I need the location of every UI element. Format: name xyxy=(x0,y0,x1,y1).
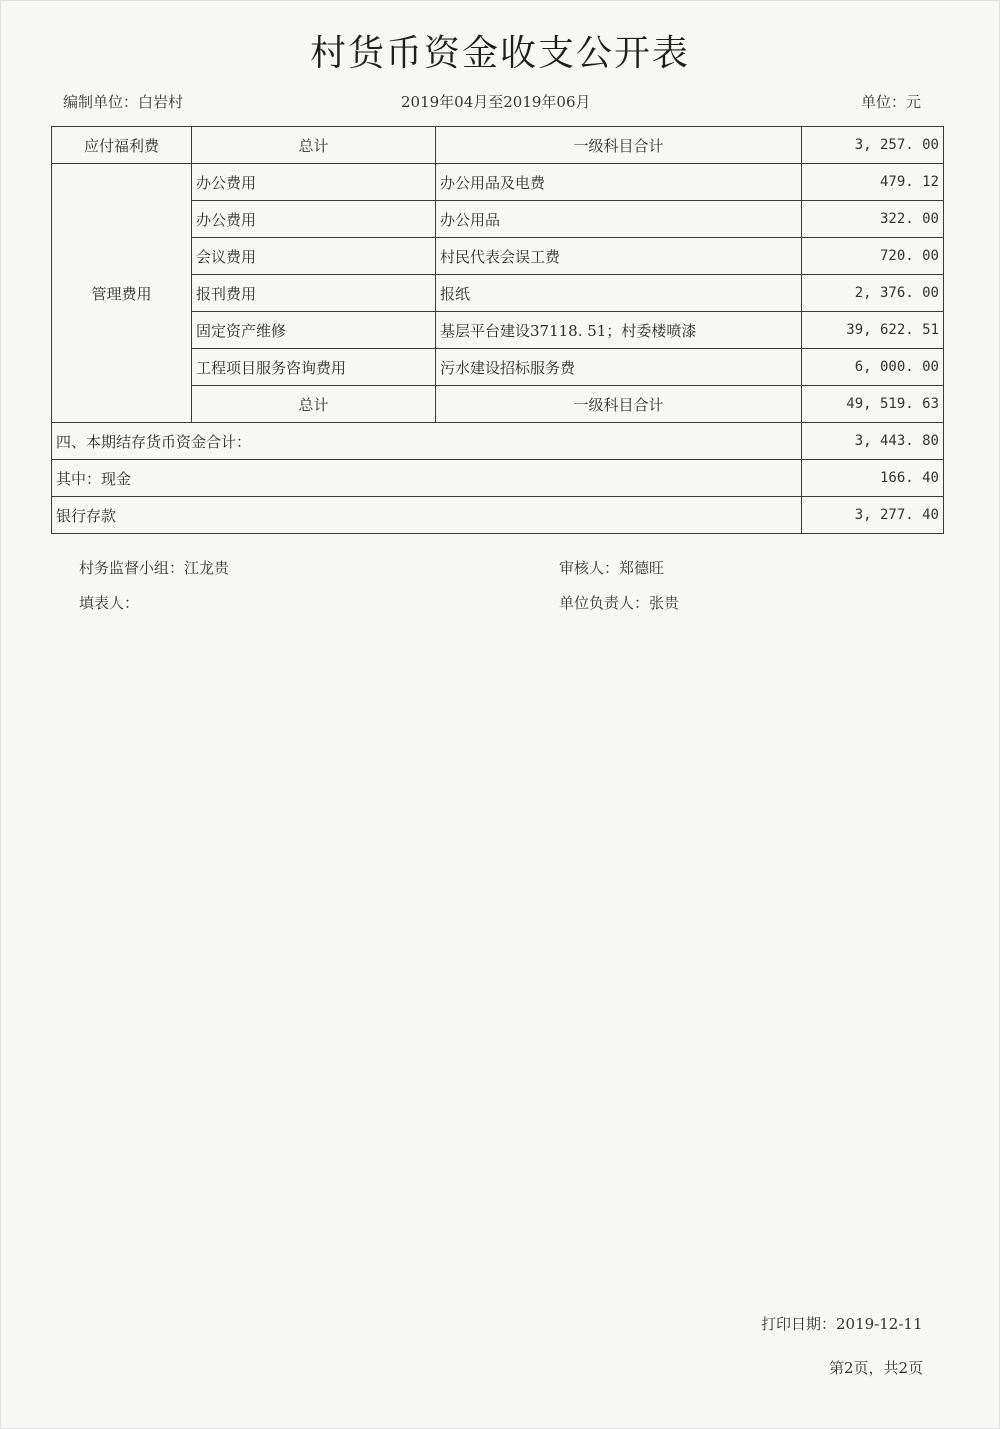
table-row xyxy=(52,164,944,201)
detail-cell: 报纸 xyxy=(436,275,802,312)
management-subject-cell: 一级科目合计 xyxy=(436,386,802,423)
management-total-cell: 总计 xyxy=(192,386,436,423)
welfare-total-cell: 总计 xyxy=(192,127,436,164)
page-number: 第2页，共2页 xyxy=(829,1359,924,1377)
print-date: 打印日期：2019-12-11 xyxy=(761,1315,923,1333)
preparer-signature: 填表人： xyxy=(79,594,140,612)
detail-cell: 办公用品 xyxy=(436,201,802,238)
management-label-cell: 管理费用 xyxy=(52,164,192,423)
org-label: 编制单位：白岩村 xyxy=(63,93,184,111)
category-cell: 办公费用 xyxy=(192,164,436,201)
welfare-subject-cell: 一级科目合计 xyxy=(436,127,802,164)
balance-amount-cell: 3, 443. 80 xyxy=(802,423,944,460)
unit-label: 单位：元 xyxy=(861,93,922,111)
category-cell: 会议费用 xyxy=(192,238,436,275)
amount-cell: 39, 622. 51 xyxy=(802,312,944,349)
cash-label-cell: 其中：现金 xyxy=(52,460,802,497)
table-row-cash xyxy=(52,460,944,497)
bank-amount-cell: 3, 277. 40 xyxy=(802,497,944,534)
cash-amount-cell: 166. 40 xyxy=(802,460,944,497)
category-cell: 固定资产维修 xyxy=(192,312,436,349)
period-label: 2019年04月至2019年06月 xyxy=(401,93,591,111)
welfare-item-cell: 应付福利费 xyxy=(52,127,192,164)
reviewer-signature: 审核人：郑德旺 xyxy=(559,559,665,577)
welfare-amount-cell: 3, 257. 00 xyxy=(802,127,944,164)
bank-label-cell: 银行存款 xyxy=(52,497,802,534)
balance-label-cell: 四、本期结存货币资金合计： xyxy=(52,423,802,460)
category-cell: 报刊费用 xyxy=(192,275,436,312)
detail-cell: 基层平台建设37118. 51；村委楼喷漆 xyxy=(436,312,802,349)
table-row-balance xyxy=(52,423,944,460)
amount-cell: 2, 376. 00 xyxy=(802,275,944,312)
amount-cell: 479. 12 xyxy=(802,164,944,201)
management-total-amount-cell: 49, 519. 63 xyxy=(802,386,944,423)
amount-cell: 720. 00 xyxy=(802,238,944,275)
category-cell: 工程项目服务咨询费用 xyxy=(192,349,436,386)
table-row-bank xyxy=(52,497,944,534)
detail-cell: 村民代表会误工费 xyxy=(436,238,802,275)
head-signature: 单位负责人：张贵 xyxy=(559,594,680,612)
amount-cell: 322. 00 xyxy=(802,201,944,238)
detail-cell: 办公用品及电费 xyxy=(436,164,802,201)
category-cell: 办公费用 xyxy=(192,201,436,238)
ledger-table xyxy=(51,126,944,534)
amount-cell: 6, 000. 00 xyxy=(802,349,944,386)
table-row-welfare xyxy=(52,127,944,164)
supervision-signature: 村务监督小组：江龙贵 xyxy=(79,559,230,577)
detail-cell: 污水建设招标服务费 xyxy=(436,349,802,386)
page-title: 村货币资金收支公开表 xyxy=(309,33,690,74)
